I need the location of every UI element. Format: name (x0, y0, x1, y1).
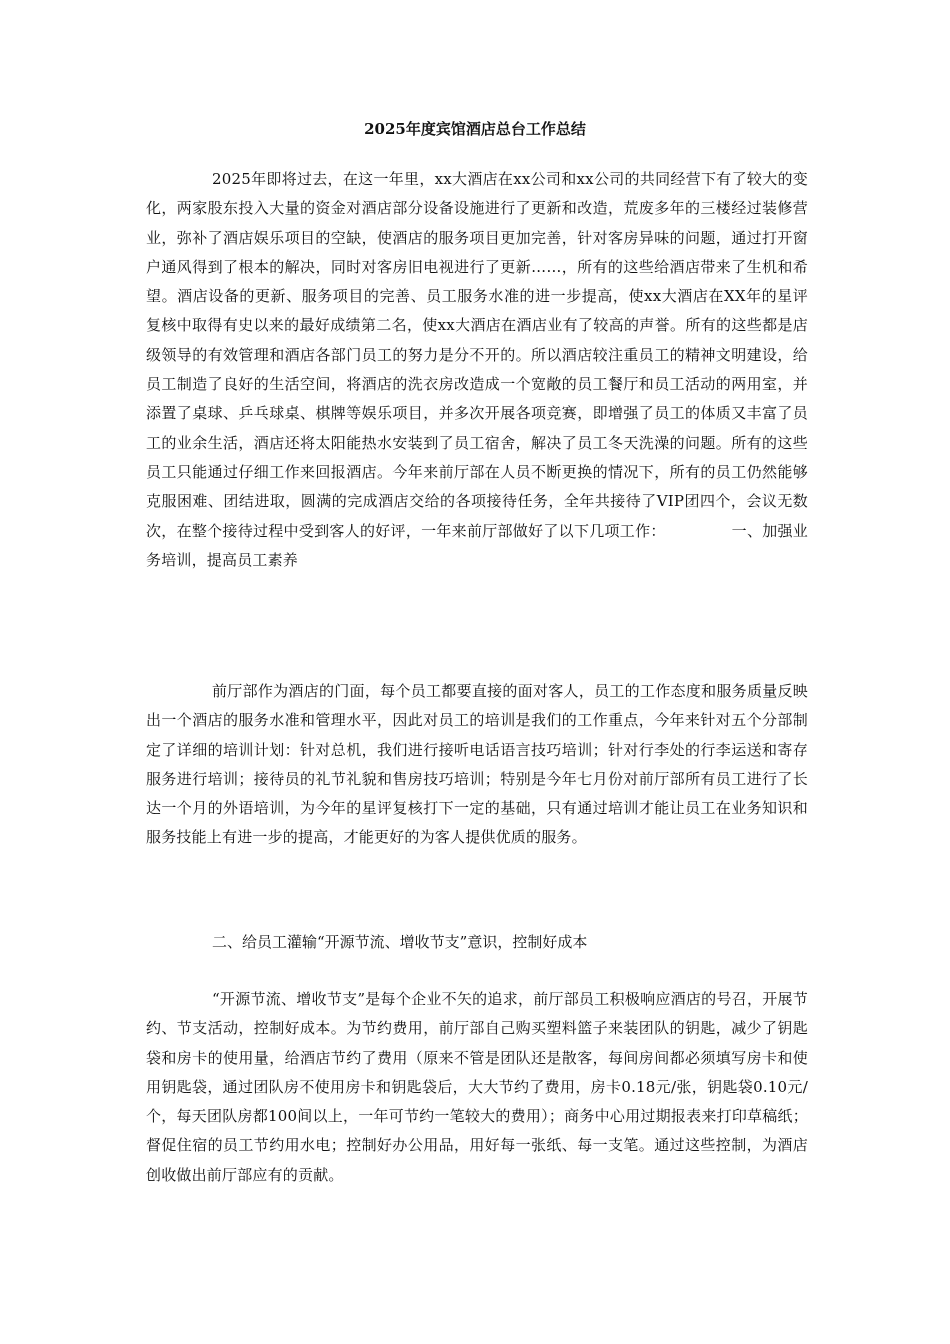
paragraph-training: 前厅部作为酒店的门面，每个员工都要直接的面对客人，员工的工作态度和服务质量反映出一个酒店的服务水准和管理水平，因此对员工的培训是我们的工作重点，今年来针对五个分部制定了详细的培训计划：针对总机，我们进行接听电话语言技巧培训；针对行李处的行李运送和寄存服务进行培训；接待员的礼节礼貌和售房技巧培训；特别是今年七月份对前厅部所有员工进行了长达一个月的外语培训，为今年的星评复核打下一定的基础，只有通过培训才能让员工在业务知识和服务技能上有进一步的提高，才能更好的为客人提供优质的服务。 (146, 682, 808, 847)
section-heading-2: 二、给员工灌输“开源节流、增收节支”意识，控制好成本 (212, 933, 588, 951)
paragraph-intro-text: 2025年即将过去，在这一年里，xx大酒店在xx公司和xx公司的共同经营下有了较大的变化，两家股东投入大量的资金对酒店部分设备设施进行了更新和改造，荒废多年的三楼经过装修营业，弥补了酒店娱乐项目的空缺，使酒店的服务项目更加完善，针对客房异味的问题，通过打开窗户通风得到了根本的解决，同时对客房旧电视进行了更新……，所有的这些给酒店带来了生机和希望。酒店设备的更新、服务项目的完善、员工服务水准的进一步提高，使xx大酒店在XX年的星评复核中取得有史以来的最好成绩第二名，使xx大酒店在酒店业有了较高的声誉。所有的这些都是店级领导的有效管理和酒店各部门员工的努力是分不开的。所以酒店较注重员工的精神文明建设，给员工制造了良好的生活空间，将酒店的洗衣房改造成一个宽敞的员工餐厅和员工活动的两用室，并添置了桌球、乒乓球桌、棋牌等娱乐项目，并多次开展各项竞赛，即增强了员工的体质又丰富了员工的业余生活，酒店还将太阳能热水安装到了员工宿舍，解决了员工冬天洗澡的问题。所有的这些员工只能通过仔细工作来回报酒店。今年来前厅部在人员不断更换的情况下，所有的员工仍然能够克服困难、团结进取，圆满的完成酒店交给的各项接待任务，全年共接待了VIP团四个，会议无数次，在整个接待过程中受到客人的好评，一年来前厅部做好了以下几项工作： (146, 170, 808, 540)
section-heading-1: 一、加强业务培训，提高员工素养 (146, 521, 808, 569)
document-title: 2025年度宾馆酒店总台工作总结 (364, 120, 586, 138)
paragraph-cost-control: “开源节流、增收节支”是每个企业不矢的追求，前厅部员工积极响应酒店的号召，开展节约、节支活动，控制好成本。为节约费用，前厅部自己购买塑料篮子来装团队的钥匙，减少了钥匙袋和房卡的使用量，给酒店节约了费用（原来不管是团队还是散客，每间房间都必须填写房卡和使用钥匙袋，通过团队房不使用房卡和钥匙袋后，大大节约了费用，房卡0.18元/张，钥匙袋0.10元/个，每天团队房都100间以上，一年可节约一笔较大的费用）；商务中心用过期报表来打印草稿纸；督促住宿的员工节约用水电；控制好办公用品，用好每一张纸、每一支笔。通过这些控制，为酒店创收做出前厅部应有的贡献。 (146, 990, 808, 1184)
paragraph-intro (146, 165, 808, 575)
